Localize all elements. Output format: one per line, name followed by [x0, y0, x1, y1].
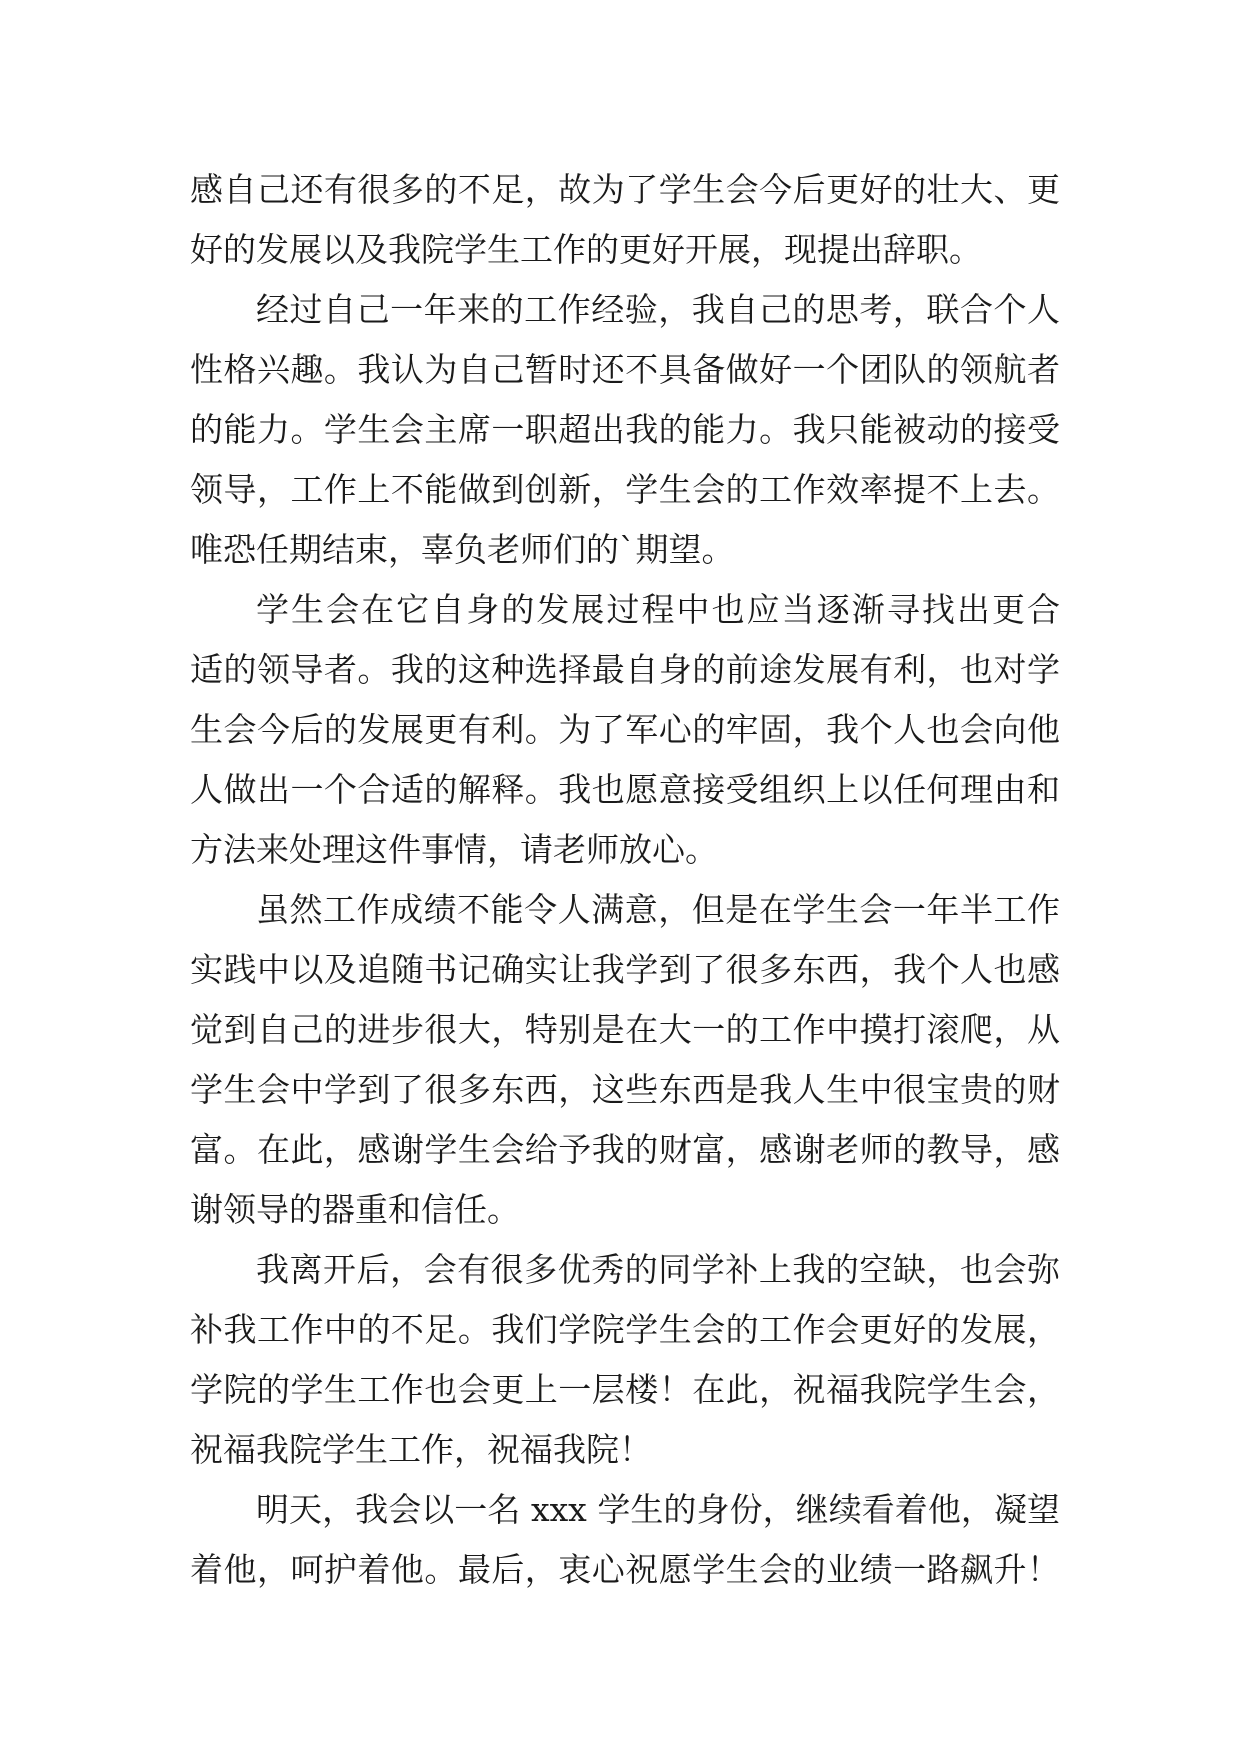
- text-line: 的能力。学生会主席一职超出我的能力。我只能被动的接受: [190, 410, 1060, 449]
- text-line: 学院的学生工作也会更上一层楼！在此，祝福我院学生会，: [190, 1370, 1060, 1409]
- text-line: 谢领导的器重和信任。: [190, 1190, 520, 1229]
- paragraph-first-line: 明天，我会以一名 xxx 学生的身份，继续看着他，凝望: [256, 1490, 1060, 1529]
- document-body: [190, 160, 1060, 1600]
- text-line: 感自己还有很多的不足，故为了学生会今后更好的壮大、更: [190, 170, 1060, 209]
- text-line: 性格兴趣。我认为自己暂时还不具备做好一个团队的领航者: [190, 350, 1060, 389]
- text-line: 觉到自己的进步很大，特别是在大一的工作中摸打滚爬，从: [190, 1010, 1060, 1049]
- text-line: 方法来处理这件事情，请老师放心。: [190, 830, 718, 869]
- text-line: 适的领导者。我的这种选择最自身的前途发展有利，也对学: [190, 650, 1060, 689]
- text-line: 领导，工作上不能做到创新，学生会的工作效率提不上去。: [190, 470, 1060, 509]
- text-line: 实践中以及追随书记确实让我学到了很多东西，我个人也感: [190, 950, 1060, 989]
- paragraph-first-line: 学生会在它自身的发展过程中也应当逐渐寻找出更合: [256, 590, 1060, 629]
- text-line: 好的发展以及我院学生工作的更好开展，现提出辞职。: [190, 230, 982, 269]
- text-line: 生会今后的发展更有利。为了军心的牢固，我个人也会向他: [190, 710, 1060, 749]
- text-line: 祝福我院学生工作，祝福我院！: [190, 1430, 652, 1469]
- paragraph-first-line: 虽然工作成绩不能令人满意，但是在学生会一年半工作: [256, 890, 1060, 929]
- paragraph-first-line: 我离开后，会有很多优秀的同学补上我的空缺，也会弥: [256, 1250, 1060, 1289]
- text-line: 学生会中学到了很多东西，这些东西是我人生中很宝贵的财: [190, 1070, 1060, 1109]
- text-line: 富。在此，感谢学生会给予我的财富，感谢老师的教导，感: [190, 1130, 1060, 1169]
- text-line: 唯恐任期结束，辜负老师们的`期望。: [190, 530, 735, 569]
- text-line: 着他，呵护着他。最后，衷心祝愿学生会的业绩一路飙升！: [190, 1550, 1060, 1589]
- text-line: 人做出一个合适的解释。我也愿意接受组织上以任何理由和: [190, 770, 1060, 809]
- text-line: 补我工作中的不足。我们学院学生会的工作会更好的发展，: [190, 1310, 1060, 1349]
- paragraph-first-line: 经过自己一年来的工作经验，我自己的思考，联合个人: [256, 290, 1060, 329]
